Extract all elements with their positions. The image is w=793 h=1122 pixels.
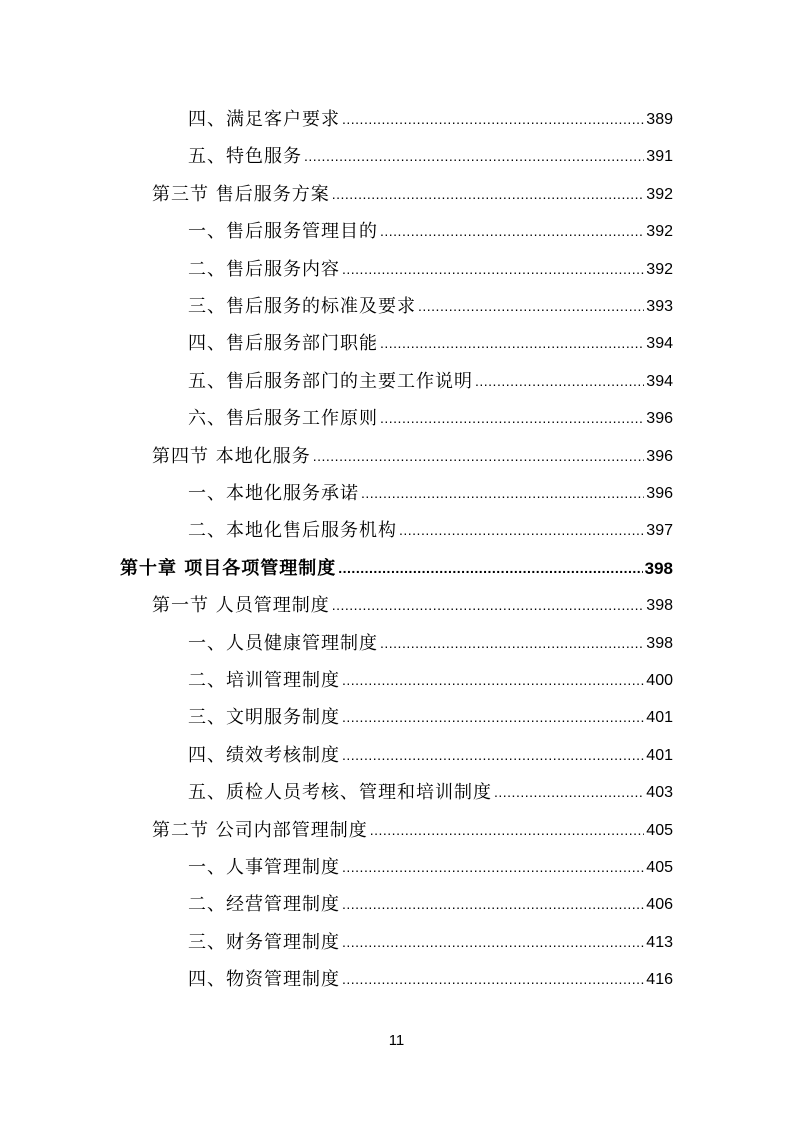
- toc-entry[interactable]: [188, 251, 673, 288]
- toc-entry[interactable]: [188, 138, 673, 175]
- toc-entry-title: 第四节 本地化服务: [152, 445, 311, 467]
- toc-entry-page: 389: [646, 111, 673, 128]
- toc-entry-page: 396: [646, 485, 673, 502]
- toc-entry-page: 405: [646, 821, 673, 839]
- toc-entry-page: 398: [646, 634, 673, 652]
- toc-entry[interactable]: [120, 550, 673, 587]
- toc-dot-leader: [342, 662, 644, 699]
- toc-dot-leader: [380, 625, 644, 662]
- toc-entry-title: 四、绩效考核制度: [188, 744, 340, 766]
- toc-dot-leader: [342, 251, 644, 288]
- toc-dot-leader: [313, 438, 645, 475]
- toc-entry-title: 二、培训管理制度: [188, 670, 340, 691]
- toc-entry-title: 四、满足客户要求: [188, 109, 340, 130]
- toc-entry[interactable]: [188, 961, 673, 998]
- toc-entry-page: 393: [646, 298, 673, 315]
- toc-entry-title: 三、售后服务的标准及要求: [188, 296, 416, 317]
- toc-dot-leader: [304, 138, 644, 175]
- toc-entry-page: 391: [646, 148, 673, 166]
- toc-entry-title: 二、售后服务内容: [188, 258, 340, 280]
- toc-entry-page: 416: [646, 971, 673, 989]
- toc-entry-page: 396: [646, 410, 673, 428]
- toc-entry[interactable]: [152, 438, 673, 475]
- toc-dot-leader: [494, 774, 644, 811]
- toc-entry-page: 396: [646, 447, 673, 465]
- toc-entry-page: 405: [646, 859, 673, 876]
- toc-entry-title: 一、本地化服务承诺: [188, 483, 359, 504]
- toc-entry[interactable]: [152, 587, 673, 624]
- toc-entry[interactable]: [188, 849, 673, 886]
- toc-entry-page: 403: [646, 784, 673, 802]
- toc-dot-leader: [342, 849, 644, 886]
- toc-entry-title: 第三节 售后服务方案: [152, 183, 330, 205]
- toc-dot-leader: [338, 550, 642, 587]
- toc-entry-title: 三、文明服务制度: [188, 707, 340, 729]
- toc-entry-page: 406: [646, 896, 673, 914]
- toc-entry[interactable]: [188, 924, 673, 961]
- toc-dot-leader: [380, 325, 644, 362]
- toc-entry-title: 第十章 项目各项管理制度: [120, 557, 337, 579]
- toc-entry[interactable]: [188, 774, 673, 811]
- toc-entry-title: 第一节 人员管理制度: [152, 595, 330, 617]
- toc-entry[interactable]: [188, 699, 673, 736]
- toc-dot-leader: [342, 699, 644, 736]
- toc-entry-page: 398: [644, 558, 673, 578]
- toc-entry[interactable]: [188, 512, 673, 549]
- toc-entry-title: 四、物资管理制度: [188, 969, 340, 991]
- toc-dot-leader: [380, 400, 644, 437]
- toc-entry-title: 三、财务管理制度: [188, 931, 340, 953]
- toc-entry[interactable]: [188, 101, 673, 138]
- toc-entry-title: 一、人员健康管理制度: [188, 632, 378, 654]
- toc-dot-leader: [370, 812, 645, 849]
- toc-entry-title: 二、本地化售后服务机构: [188, 520, 397, 542]
- toc-entry[interactable]: [152, 812, 673, 849]
- toc-entry-title: 一、人事管理制度: [188, 857, 340, 878]
- toc-dot-leader: [342, 737, 644, 774]
- toc-entry-page: 397: [646, 522, 673, 540]
- toc-entry-page: 398: [646, 597, 673, 615]
- toc-entry-page: 413: [646, 933, 673, 951]
- toc-dot-leader: [399, 512, 644, 549]
- toc-entry[interactable]: [152, 176, 673, 213]
- toc-entry-page: 400: [646, 672, 673, 689]
- toc-entry[interactable]: [188, 737, 673, 774]
- toc-entry[interactable]: [188, 288, 673, 325]
- toc-dot-leader: [380, 213, 644, 250]
- toc-entry[interactable]: [188, 625, 673, 662]
- toc-entry-title: 五、质检人员考核、管理和培训制度: [188, 782, 492, 804]
- toc-entry-page: 401: [646, 746, 673, 764]
- toc-entry-page: 392: [646, 223, 673, 241]
- toc-dot-leader: [332, 587, 645, 624]
- toc-dot-leader: [342, 101, 644, 138]
- toc-entry-title: 五、特色服务: [188, 146, 302, 168]
- toc-entry-page: 392: [646, 185, 673, 203]
- toc-entry[interactable]: [188, 213, 673, 250]
- toc-dot-leader: [342, 886, 644, 923]
- toc-dot-leader: [361, 475, 644, 512]
- toc-entry[interactable]: [188, 475, 673, 512]
- toc-entry-page: 392: [646, 260, 673, 278]
- toc-entry-page: 394: [646, 335, 673, 353]
- toc-entry-title: 第二节 公司内部管理制度: [152, 819, 368, 841]
- toc-dot-leader: [475, 363, 644, 400]
- toc-entry[interactable]: [188, 400, 673, 437]
- toc-entry-title: 四、售后服务部门职能: [188, 333, 378, 355]
- toc-entry-title: 一、售后服务管理目的: [188, 221, 378, 243]
- toc-entry-title: 二、经营管理制度: [188, 894, 340, 916]
- toc-dot-leader: [332, 176, 645, 213]
- toc-dot-leader: [342, 924, 644, 961]
- toc-entry[interactable]: [188, 363, 673, 400]
- page-number: 11: [388, 1032, 405, 1049]
- toc-entry[interactable]: [188, 662, 673, 699]
- toc-entry-title: 五、售后服务部门的主要工作说明: [188, 370, 473, 392]
- toc-entry-page: 401: [646, 709, 673, 727]
- toc-entry-title: 六、售后服务工作原则: [188, 408, 378, 430]
- toc-entry-page: 394: [646, 372, 673, 390]
- toc-entry[interactable]: [188, 325, 673, 362]
- toc-entry[interactable]: [188, 886, 673, 923]
- toc-dot-leader: [342, 961, 644, 998]
- toc-dot-leader: [418, 288, 644, 325]
